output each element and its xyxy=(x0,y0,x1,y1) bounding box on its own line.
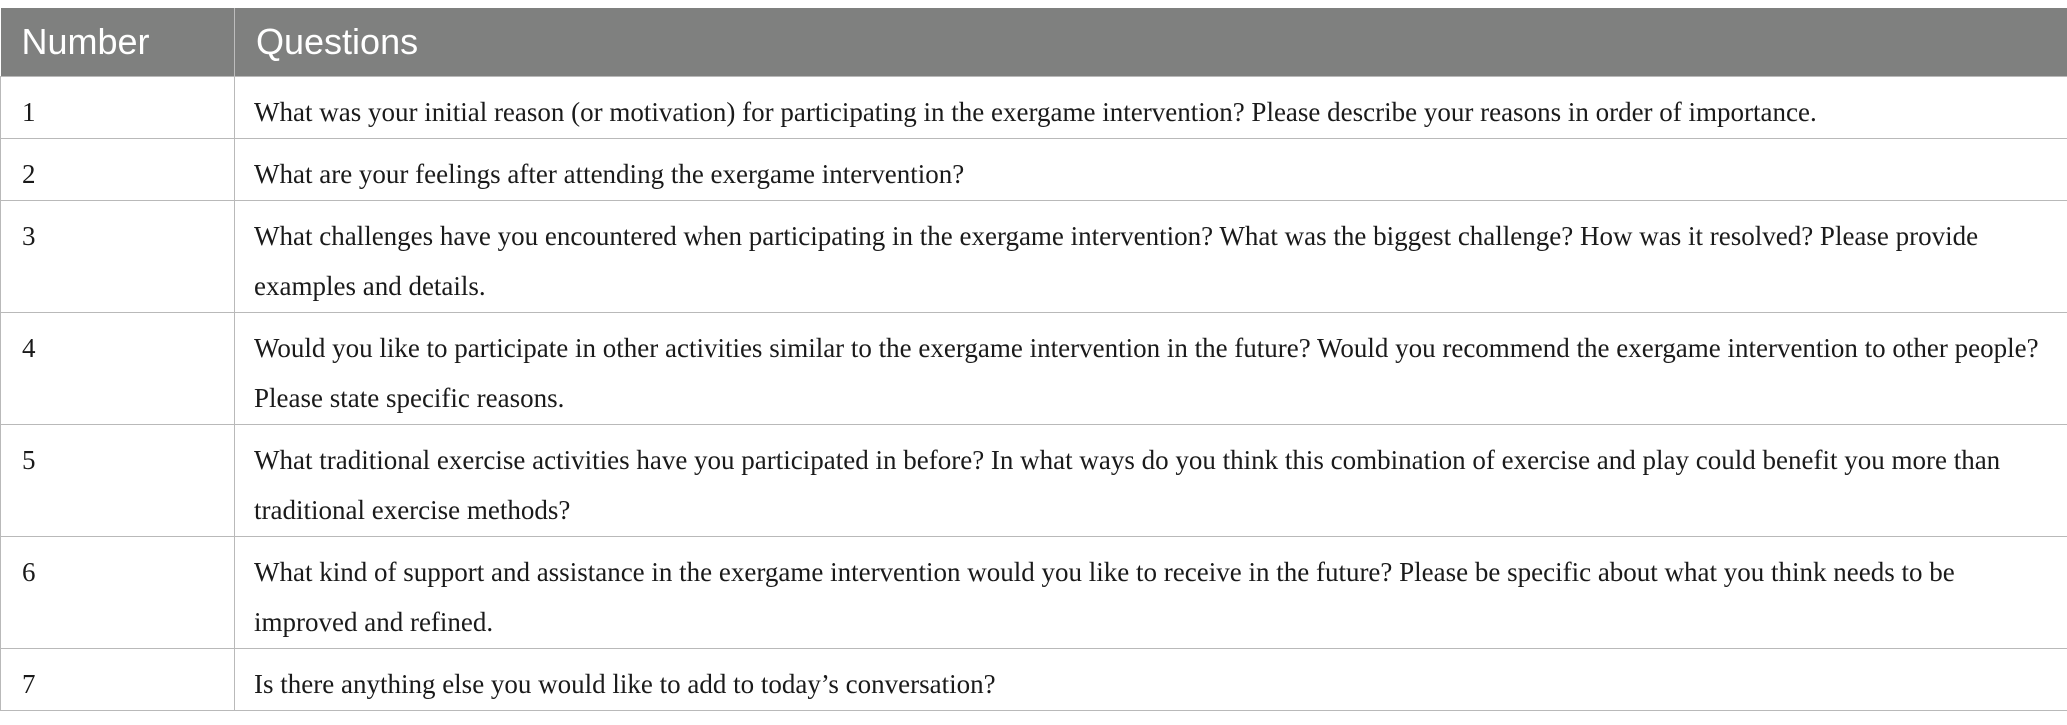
row-question: What challenges have you encountered when participating in the exergame intervention? What was the biggest challenge? How was it resolved? Please provide examples and details. xyxy=(235,201,2067,313)
row-question: What traditional exercise activities have you participated in before? In what ways do you think this combination of exercise and play could benefit you more than traditional exercise methods? xyxy=(235,425,2067,537)
row-number: 5 xyxy=(1,425,235,537)
row-question: What was your initial reason (or motivation) for participating in the exergame intervention? Please describe your reasons in order of importance. xyxy=(235,77,2067,139)
table-row xyxy=(1,649,2067,711)
row-number: 2 xyxy=(1,139,235,201)
interview-questions-table xyxy=(0,8,2067,711)
table-row xyxy=(1,313,2067,425)
row-question: Is there anything else you would like to add to today’s conversation? xyxy=(235,649,2067,711)
table-row xyxy=(1,537,2067,649)
row-number: 7 xyxy=(1,649,235,711)
header-number: Number xyxy=(1,8,235,77)
table-row xyxy=(1,139,2067,201)
questions-table-container xyxy=(0,8,2067,711)
table-header xyxy=(1,8,2067,77)
row-number: 3 xyxy=(1,201,235,313)
header-row xyxy=(1,8,2067,77)
row-number: 6 xyxy=(1,537,235,649)
table-row xyxy=(1,201,2067,313)
row-number: 1 xyxy=(1,77,235,139)
header-questions: Questions xyxy=(235,8,2067,77)
table-row xyxy=(1,77,2067,139)
table-body xyxy=(1,77,2067,711)
row-number: 4 xyxy=(1,313,235,425)
table-row xyxy=(1,425,2067,537)
row-question: What are your feelings after attending the exergame intervention? xyxy=(235,139,2067,201)
row-question: Would you like to participate in other activities similar to the exergame intervention in the future? Would you recommend the exergame intervention to other people? Please state specific reasons. xyxy=(235,313,2067,425)
row-question: What kind of support and assistance in the exergame intervention would you like to receive in the future? Please be specific about what you think needs to be improved and refined. xyxy=(235,537,2067,649)
